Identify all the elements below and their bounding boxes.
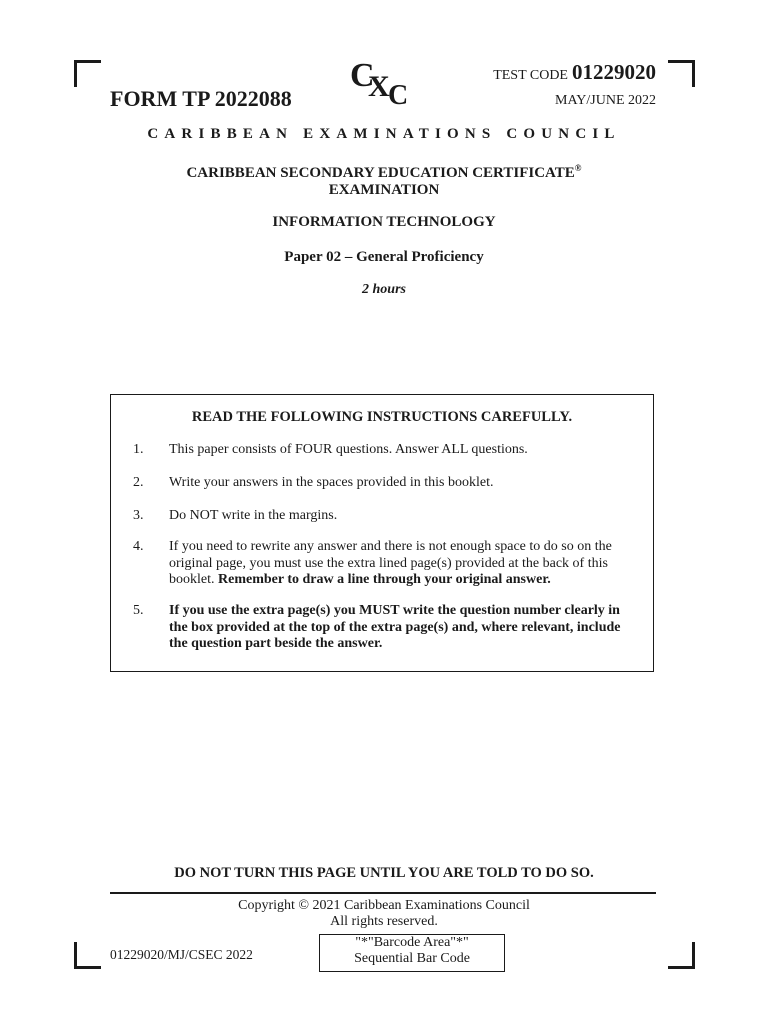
exam-session: MAY/JUNE 2022 [555,93,656,108]
certificate-line-2: EXAMINATION [328,182,440,198]
crop-mark-top-left [74,60,101,87]
test-code-label: TEST CODE [493,68,568,83]
paper-code: 01229020/MJ/CSEC 2022 [110,947,253,962]
instruction-item [133,539,629,589]
instruction-item [133,603,629,653]
svg-text:X: X [368,70,390,103]
do-not-turn-notice: DO NOT TURN THIS PAGE UNTIL YOU ARE TOLD TO DO SO. [174,865,594,881]
instruction-emphasis: Remember to draw a line through your original answer. [218,572,551,587]
instruction-item [133,475,629,492]
copyright-text: Copyright © 2021 Caribbean Examinations Council [238,898,530,913]
instruction-text: If you need to rewrite any answer and there is not enough space to do so on the original page, you must use the extra lined page(s) provided at the back of this booklet. Remember to draw a line through your original answer. [169,539,612,587]
subject-title: INFORMATION TECHNOLOGY [272,214,496,230]
barcode-label: "*"Barcode Area"*" [355,935,469,950]
instruction-item [133,508,629,525]
instruction-text: This paper consists of FOUR questions. Answer ALL questions. [169,442,528,457]
cxc-logo-icon [348,56,418,106]
form-code: FORM TP 2022088 [110,86,292,111]
instruction-item [133,442,629,459]
council-name: CARIBBEAN EXAMINATIONS COUNCIL [147,126,621,142]
exam-duration: 2 hours [362,282,406,297]
svg-text:C: C [350,57,375,94]
instructions-box [110,394,654,672]
instruction-text: Do NOT write in the margins. [169,508,338,523]
instruction-text [169,603,629,653]
crop-mark-top-right [668,60,695,87]
svg-text:C: C [388,80,409,106]
copyright-block [0,898,768,930]
test-code-line [493,60,656,85]
certificate-line-1: CARIBBEAN SECONDARY EDUCATION CERTIFICATE [186,165,575,181]
footer-divider [110,892,656,894]
crop-mark-bottom-left [74,942,101,969]
rights-text: All rights reserved. [330,914,438,929]
test-code: 01229020 [572,60,656,84]
instruction-number: 5. [133,603,144,618]
paper-title: Paper 02 – General Proficiency [284,249,484,265]
registered-mark: ® [574,163,582,173]
instruction-number: 1. [133,442,144,457]
barcode-area [319,934,505,972]
instruction-number: 3. [133,508,144,523]
crop-mark-bottom-right [668,942,695,969]
instruction-number: 2. [133,475,144,490]
certificate-title [0,160,768,199]
barcode-sublabel: Sequential Bar Code [354,951,470,966]
instructions-heading: READ THE FOLLOWING INSTRUCTIONS CAREFULLY. [191,409,573,425]
instruction-text: Write your answers in the spaces provided in this booklet. [169,475,494,490]
instruction-number: 4. [133,539,144,554]
instruction-emphasis: If you use the extra page(s) you MUST write the question number clearly in the box provided at the top of the extra page(s) and, where relevant, include the question part beside the answer. [169,603,621,651]
